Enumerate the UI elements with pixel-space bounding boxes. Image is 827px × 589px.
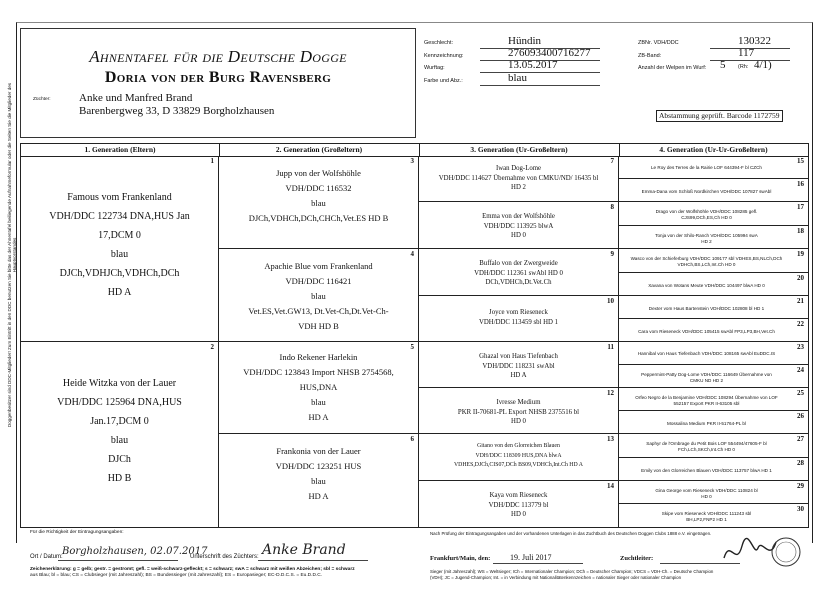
ancestor-entry-cont: HD 2 [701, 239, 712, 244]
color-label: Farbe und Abz.: [424, 78, 463, 84]
ancestor-name: Ivresse Medium [496, 399, 541, 406]
ancestor-color: blau [311, 291, 326, 301]
ancestor-number: 13 [607, 435, 614, 443]
ancestor-entry: Gina George vom Rieseneck VDH/DDC 110824 bl [655, 488, 758, 493]
ancestor-registry: PKR II-70681-PL Export NHSB 2375516 bl [457, 408, 580, 416]
ancestor-registry-cont: 17,DCM 0 [98, 230, 141, 241]
ancestor-registry: VDH/DDC 118231 swAbl [482, 362, 555, 370]
ancestor-name: Famous vom Frankenland [67, 192, 172, 203]
ancestor-number: 25 [797, 389, 804, 397]
great-grandparent-cell [419, 481, 619, 527]
gen4-cell [619, 273, 808, 296]
litter-count: 5 [720, 59, 726, 71]
ancestor-number: 9 [610, 250, 614, 258]
whelped-label: Wurftag: [424, 65, 445, 71]
ancestor-entry: Tonja von der Shilo-Ranch VDH/DDC 105994 swA [655, 233, 758, 238]
zuchtleiter-label: Zuchtleiter: [620, 555, 654, 562]
ancestor-number: 29 [797, 482, 804, 490]
ancestor-titles: Vet.ES,Vet.GW13, Dt.Vet-Ch,Dt.Vet-Ch- [248, 306, 389, 316]
litter-ratio: 4/1) [754, 59, 772, 71]
ancestor-color: blau [110, 435, 129, 446]
ancestor-hd: HD 0 [511, 232, 526, 239]
gen4-cell [619, 458, 808, 481]
legend-right [430, 569, 806, 581]
ancestor-entry: Cara vom Rieseneck VDH/DDC 105415 swAbl FP3,LP3,BH,Vet.Ch [638, 329, 775, 334]
ancestor-name: Joyce vom Rieseneck [489, 309, 548, 316]
great-grandparent-cell [419, 249, 619, 296]
place-label: Ort / Datum: [30, 554, 63, 560]
zbnr-label: ZBNr. VDH/DDC [638, 40, 679, 46]
col-header-gen1: 1. Generation (Eltern) [21, 144, 220, 157]
ancestor-entry-cont: HD 0 [701, 494, 712, 499]
ancestor-number: 16 [797, 180, 804, 188]
ancestor-hd: HD B [107, 473, 132, 484]
ancestor-titles: DJCh,VDHCh,DCh,CHCh,Vet.ES HD B [248, 213, 389, 223]
chip-value: 276093400716277 [508, 47, 591, 59]
ancestor-number: 3 [410, 157, 414, 165]
ancestor-entry-cont: CMKU ND HD 2 [689, 378, 724, 383]
whelped-value: 13.05.2017 [508, 59, 558, 71]
dam-cell [21, 342, 219, 527]
ancestor-number: 2 [210, 343, 214, 351]
zbnr-value: 130322 [738, 35, 771, 47]
col-header-gen4: 4. Generation (Ur-Ur-Großeltern) [619, 144, 808, 157]
gen4-cell [619, 226, 808, 249]
ancestor-number: 4 [410, 250, 414, 258]
ancestor-registry: VDH/DDC 123843 Import NHSB 2754568, [243, 367, 394, 377]
legend-line: (VDH); JC = Jugend-Champion; Int. = in Verbindung mit Nationalitätenkennzeichen = nationaler Sieger oder nationaler Champion [430, 575, 682, 580]
ancestor-registry: VDH/DDC 114627 Übernahme von CMKU/ND/ 16435 bl [438, 174, 599, 182]
correctness-note: Für die Richtigkeit der Eintragungsangaben: [30, 530, 124, 535]
sex-label: Geschlecht: [424, 40, 454, 46]
ancestor-entry-cont: VDHCh,BS,LCh,Int.Ch HD 0 [677, 262, 736, 267]
grandparent-cell [219, 249, 419, 342]
chip-label: Kennzeichnung: [424, 53, 464, 59]
ancestor-color: blau [311, 397, 326, 407]
gen4-cell [619, 434, 808, 458]
legend-line: aus Blau; bl = blau; CS = Clubsieger (mit Jahreszahl); BS = Bundessieger (mit Jahreszahl); ES = Europasieger; EC-D.D.C.S. = Eu.D.D.C. [30, 573, 323, 578]
great-grandparent-cell [419, 434, 619, 481]
ancestor-entry: Orfeo Negro de la Benjamine VDH/DDC 108294 Übernahme von LOF [635, 395, 778, 400]
ancestor-number: 24 [797, 366, 804, 374]
sex-value: Hündin [508, 35, 541, 47]
gen4-cell [619, 365, 808, 388]
ancestor-hd: HD 0 [511, 418, 526, 425]
official-signature-stamp [718, 528, 808, 572]
ancestor-name: Emma von der Wolfshöhle [482, 213, 555, 220]
ancestor-number: 7 [610, 157, 614, 165]
gen4-cell [619, 342, 808, 365]
ancestor-number: 10 [607, 297, 614, 305]
ancestor-registry: VDH/DDC 118309 HUS,DNA blwA [475, 452, 562, 459]
gen4-cell [619, 504, 808, 527]
ancestor-number: 5 [410, 343, 414, 351]
ancestor-number: 28 [797, 459, 804, 467]
ancestor-registry: VDH/DDC 113779 bl [488, 501, 549, 509]
ancestor-number: 6 [410, 435, 414, 443]
zbband-value: 117 [738, 47, 755, 59]
legend-line: Zeichenerklärung: g = gelb; gestr. = gestromt; gefl. = weiß-schwarz-gefleckt; s = schwarz; swA = schwarz mit weißen Abzeichen; sbl = schwarz [30, 567, 355, 572]
gen4-cell [619, 388, 808, 411]
side-note: Doggenbesitzer sind DDC-Mitglieder! Zum Eintritt in den DDC benutzen Sie bitte das der Ahnentafel beiliegende Aufnahmeformular oder die Seiten Sie die Mitglieder des Hauptvorstandes [7, 82, 17, 428]
grandparent-cell [219, 434, 419, 527]
ancestor-entry: Drago von der Wolfshöhle VDH/DDC 108285 gefl. [655, 209, 758, 214]
grandparent-cell [219, 342, 419, 434]
breeder-label: Züchter: [33, 97, 51, 102]
dog-name: Doria von der Burg Ravensberg [104, 69, 332, 86]
col-header-gen2: 2. Generation (Großeltern) [219, 144, 420, 157]
ancestor-name: Indo Rekener Harlekin [279, 352, 358, 362]
breeder-address: Barenbergweg 33, D 33829 Borgholzhausen [79, 105, 275, 117]
ancestor-hd: HD A [107, 287, 132, 298]
ancestor-entry: Dexter vom Haus Bartenstein VDH/DDC 102808 bl HD 1 [648, 306, 765, 311]
ancestor-entry: Peppermint-Patty Dog-Lome VDH/DDC 116649 Übernahme von [641, 372, 772, 377]
ancestor-hd: HD A [308, 412, 329, 422]
city-date: 19. Juli 2017 [510, 553, 552, 562]
ancestor-name: Heide Witzka von der Lauer [62, 378, 177, 389]
ancestor-entry: Wasco von der Schieferburg VDH/DDC 109177 sbl VDHES,BS,NLCh,DCh [630, 256, 783, 261]
gen4-cell [619, 249, 808, 273]
ancestor-name: Frankonia von der Lauer [276, 446, 361, 456]
ancestor-entry: Le Roy des Terres de la Rairie LOF 644394-F bl CZCh [651, 165, 762, 170]
ancestor-number: 18 [797, 227, 804, 235]
great-grandparent-cell [419, 342, 619, 388]
ancestor-entry: Xavana von Wotans Meute VDH/DDC 104497 blwA HD 0 [648, 283, 765, 288]
ancestor-entry: Saphyr de l'Ombrage du Petit Bois LOF 554494/47605-F bl [646, 441, 767, 446]
color-value: blau [508, 72, 527, 84]
ancestor-color: blau [110, 249, 129, 260]
breeder-signature: Anke Brand [262, 542, 346, 558]
gen4-cell [619, 179, 808, 202]
ancestor-titles: DJCh,VDHJCh,VDHCh,DCh [59, 268, 180, 279]
gen4-cell [619, 319, 808, 342]
ancestor-registry: VDH/DDC 113925 blwA [483, 222, 554, 230]
ancestor-hd: VDH HD B [298, 321, 339, 331]
ancestor-color: blau [311, 198, 326, 208]
legend [30, 567, 420, 579]
ancestor-registry: VDH/DDC 113459 sbl HD 1 [478, 318, 559, 326]
ancestor-name: Iwan Dog-Lome [495, 165, 542, 172]
ancestor-registry: VDH/DDC 116421 [285, 276, 352, 286]
gen4-cell [619, 481, 808, 504]
ancestor-titles: VDHES,DJCh,CIS07,DCh BS09,VDHCh,Int.Ch HD A [454, 462, 583, 468]
col-header-gen3: 3. Generation (Ur-Großeltern) [419, 144, 620, 157]
ancestor-hd: HD 2 [511, 184, 526, 191]
ancestor-number: 30 [797, 505, 804, 513]
ancestor-entry-cont: BH,LP2,FNP2 HD 1 [686, 517, 727, 522]
document-title: Ahnentafel für die Deutsche Dogge [89, 47, 347, 66]
ancestor-number: 12 [607, 389, 614, 397]
ancestor-name: Buffalo von der Zwergweide [479, 260, 558, 267]
ancestor-number: 27 [797, 435, 804, 443]
great-grandparent-cell [419, 296, 619, 342]
ancestor-name: Kaya vom Rieseneck [489, 492, 548, 499]
ancestor-entry-cont: 552157 Export PKR II-63105 sbl [673, 401, 740, 406]
ancestor-registry-cont: Jan.17,DCM 0 [90, 416, 149, 427]
ancestor-hd: HD A [510, 372, 527, 379]
ancestor-registry: VDH/DDC 123251 HUS [275, 461, 362, 471]
ancestor-number: 20 [797, 274, 804, 282]
ancestor-entry: Mossalina Medium PKR II-51764-PL bl [667, 421, 746, 426]
ancestor-name: Apachie Blue vom Frankenland [264, 261, 373, 271]
ancestor-number: 26 [797, 412, 804, 420]
ancestor-registry: VDH/DDC 116532 [285, 183, 352, 193]
ancestor-number: 14 [607, 482, 614, 490]
ancestor-registry-cont: HUS,DNA [299, 382, 338, 392]
ancestor-hd: HD 0 [511, 511, 526, 518]
ancestor-registry: VDH/DDC 122734 DNA,HUS Jan [49, 211, 190, 222]
ancestor-number: 11 [607, 343, 614, 351]
litter-rh: (Rh: [738, 64, 749, 70]
legend-line: Sieger (mit Jahreszahl); WS = Weltsieger; ICh = Internationaler Champion; DCh = Deutscher Champion; VDCS = VDH-Ch. = Deutsche Champion [430, 569, 714, 574]
ancestor-titles: DJCh [108, 454, 131, 465]
place-value: Borgholzhausen, 02.07.2017 [62, 546, 208, 557]
ancestor-hd: HD A [308, 491, 329, 501]
pedigree-grid [20, 143, 809, 528]
ancestor-entry: Emily von den Glorreichen Blauen VDH/DDC 113757 blwA HD 1 [641, 468, 772, 473]
city-label: Frankfurt/Main, den: [430, 555, 491, 562]
grandparent-cell [219, 156, 419, 249]
ancestor-number: 23 [797, 343, 804, 351]
ancestor-number: 22 [797, 320, 804, 328]
title-box [20, 28, 416, 138]
ancestor-number: 15 [797, 157, 804, 165]
ancestor-number: 8 [610, 203, 614, 211]
ancestor-entry: Hannibal von Haus Tiefenbach VDH/DDC 108165 swAbl EuDDC.IS [637, 351, 776, 356]
ancestor-number: 21 [797, 297, 804, 305]
great-grandparent-cell [419, 156, 619, 202]
sire-cell [21, 156, 219, 342]
ancestor-number: 19 [797, 250, 804, 258]
gen4-cell [619, 156, 808, 179]
dog-info [420, 35, 805, 120]
ancestor-number: 1 [210, 157, 214, 165]
ancestor-color: blau [311, 476, 326, 486]
check-note: Nach Prüfung der Eintragungsangaben und der vorhandenen Unterlagen in das Zuchtbuch des Deutschen Doggen Clubs 1888 e.V. eingetragen. [430, 531, 712, 536]
zbband-label: ZB-Band: [638, 53, 662, 59]
ancestor-number: 17 [797, 203, 804, 211]
verified-stamp: Abstammung geprüft. Barcode 1172759 [656, 110, 783, 122]
gen4-cell [619, 296, 808, 319]
great-grandparent-cell [419, 388, 619, 434]
ancestor-registry: VDH/DDC 112361 swAbl HD 0 [474, 269, 563, 277]
ancestor-registry: VDH/DDC 125964 DNA,HUS [57, 397, 182, 408]
ancestor-entry: Emma-Dana vom Schloß Nordkirchen VDH/DDC 107827 swAbl [641, 189, 772, 194]
ancestor-entry-cont: FCh,LCh,SKCh,Int.Ch HD 0 [678, 447, 735, 452]
gen4-cell [619, 202, 808, 226]
ancestor-name: Jupp von der Wolfshöhle [276, 168, 361, 178]
gen4-cell [619, 411, 808, 434]
ancestor-entry-cont: CJS99,DCh,ES,Ch HD 0 [681, 215, 732, 220]
ancestor-titles: DCh,VDHCh,Dt.Vet.Ch [485, 279, 552, 286]
breeder-name: Anke und Manfred Brand [79, 92, 193, 104]
ancestor-entry: Skipe vom Rieseneck VDH/DDC 111243 sbl [661, 511, 752, 516]
ancestor-name: Gitano von den Glorreichen Blauen [477, 443, 560, 449]
signature-label: Unterschrift des Züchters: [190, 554, 259, 560]
great-grandparent-cell [419, 202, 619, 249]
litter-label: Anzahl der Welpen im Wurf: [638, 65, 707, 71]
ancestor-name: Ghazal von Haus Tiefenbach [479, 353, 558, 360]
